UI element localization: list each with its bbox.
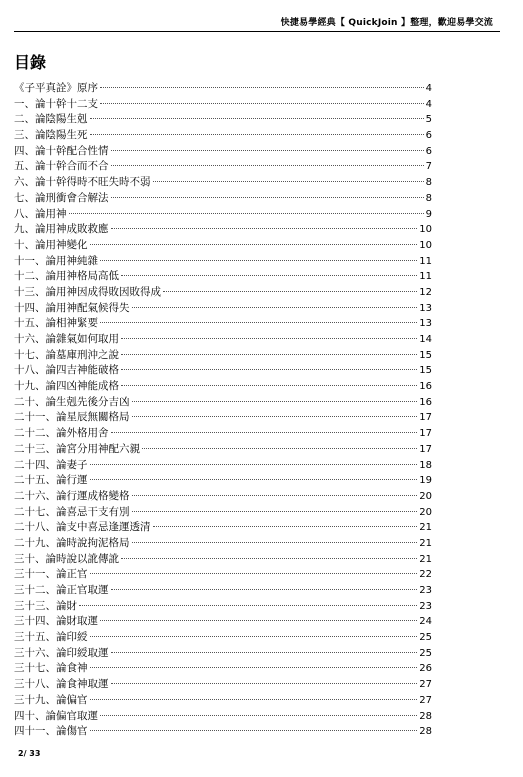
toc-entry-label: 十八、論四吉神能破格 <box>14 364 119 377</box>
toc-entry[interactable] <box>14 144 432 160</box>
toc-dot-leader <box>100 260 417 261</box>
toc-dot-leader <box>153 181 424 182</box>
toc-entry-page: 4 <box>425 98 432 110</box>
toc-entry-page: 17 <box>419 412 432 424</box>
toc-entry-label: 二十八、論支中喜忌逢運透清 <box>14 521 151 534</box>
toc-entry[interactable] <box>14 207 432 223</box>
toc-entry[interactable] <box>14 379 432 395</box>
toc-entry-label: 二、論陰陽生剋 <box>14 113 88 126</box>
toc-entry[interactable] <box>14 112 432 128</box>
toc-entry-label: 十五、論相神緊要 <box>14 317 98 330</box>
toc-entry[interactable] <box>14 520 432 536</box>
toc-entry[interactable] <box>14 473 432 489</box>
toc-dot-leader <box>100 103 424 104</box>
toc-dot-leader <box>100 620 417 621</box>
toc-entry-page: 20 <box>419 506 432 518</box>
toc-dot-leader <box>69 213 424 214</box>
toc-entry-label: 十六、論雜氣如何取用 <box>14 333 119 345</box>
toc-entry-page: 17 <box>419 428 432 440</box>
toc-entry-label: 三十四、論財取運 <box>14 615 98 628</box>
header-divider <box>14 31 500 32</box>
toc-entry[interactable] <box>14 536 432 552</box>
toc-entry-label: 七、論刑衝會合解法 <box>14 191 109 204</box>
toc-entry-page: 26 <box>419 663 432 675</box>
toc-entry[interactable] <box>14 301 432 317</box>
toc-entry-label: 三十、論時說以訛傳訛 <box>14 552 119 565</box>
toc-entry[interactable] <box>14 175 432 191</box>
toc-entry-page: 24 <box>419 616 432 628</box>
toc-entry-label: 一、論十幹十二支 <box>14 97 98 110</box>
toc-list <box>14 81 432 740</box>
toc-dot-leader <box>100 87 424 88</box>
toc-entry[interactable] <box>14 316 432 332</box>
toc-entry[interactable] <box>14 661 432 677</box>
toc-entry[interactable] <box>14 81 432 97</box>
toc-entry-label: 九、論用神成敗救應 <box>14 223 109 236</box>
toc-entry-page: 10 <box>419 224 432 236</box>
toc-entry[interactable] <box>14 646 432 662</box>
toc-dot-leader <box>90 134 424 135</box>
toc-dot-leader <box>111 150 424 151</box>
toc-dot-leader <box>111 197 424 198</box>
toc-entry-page: 8 <box>425 192 432 204</box>
toc-dot-leader <box>132 542 418 543</box>
toc-entry[interactable] <box>14 128 432 144</box>
toc-entry-label: 十九、論四凶神能成格 <box>14 380 119 393</box>
toc-entry[interactable] <box>14 97 432 113</box>
toc-entry-page: 7 <box>425 161 432 173</box>
toc-entry-label: 四十、論偏官取運 <box>14 709 98 722</box>
toc-entry[interactable] <box>14 630 432 646</box>
toc-entry[interactable] <box>14 159 432 175</box>
toc-entry-page: 13 <box>419 302 432 314</box>
toc-entry-page: 27 <box>419 694 432 706</box>
toc-dot-leader <box>111 432 418 433</box>
toc-entry[interactable] <box>14 709 432 725</box>
toc-entry-page: 11 <box>419 255 432 267</box>
toc-entry-page: 16 <box>419 381 432 393</box>
toc-entry[interactable] <box>14 458 432 474</box>
toc-entry-label: 三十七、論食神 <box>14 662 88 675</box>
toc-entry[interactable] <box>14 505 432 521</box>
toc-dot-leader <box>100 322 417 323</box>
toc-dot-leader <box>90 636 418 637</box>
toc-entry-label: 二十四、論妻子 <box>14 458 88 471</box>
toc-entry-label: 三十五、論印綬 <box>14 631 88 644</box>
toc-entry-label: 二十三、論宮分用神配六親 <box>14 442 140 455</box>
toc-entry-page: 12 <box>419 286 432 298</box>
toc-entry-label: 《子平真詮》原序 <box>14 82 98 94</box>
toc-entry-label: 三、論陰陽生死 <box>14 129 88 142</box>
toc-entry-label: 十二、論用神格局高低 <box>14 270 119 283</box>
toc-entry[interactable] <box>14 254 432 270</box>
toc-entry-label: 二十五、論行運 <box>14 474 88 487</box>
toc-entry-label: 二十九、論時說拘泥格局 <box>14 536 130 549</box>
toc-entry-label: 五、論十幹合而不合 <box>14 160 109 173</box>
toc-entry-label: 二十六、論行運成格變格 <box>14 489 130 502</box>
toc-entry-label: 三十六、論印綬取運 <box>14 646 109 659</box>
toc-dot-leader <box>132 401 418 402</box>
toc-entry-page: 15 <box>419 349 432 361</box>
toc-entry-page: 14 <box>419 334 432 345</box>
toc-dot-leader <box>90 667 418 668</box>
toc-entry-page: 19 <box>419 475 432 487</box>
toc-entry-page: 6 <box>425 130 432 142</box>
toc-entry[interactable] <box>14 238 432 254</box>
toc-entry-page: 15 <box>419 365 432 377</box>
toc-dot-leader <box>90 244 418 245</box>
page-number: 2/ 33 <box>18 749 41 758</box>
toc-entry-label: 四十一、論傷官 <box>14 725 88 738</box>
toc-entry[interactable] <box>14 285 432 301</box>
toc-entry-label: 十、論用神變化 <box>14 238 88 251</box>
toc-entry-page: 11 <box>419 271 432 283</box>
toc-dot-leader <box>132 511 418 512</box>
toc-dot-leader <box>153 526 418 527</box>
toc-dot-leader <box>121 558 417 559</box>
toc-entry-page: 20 <box>419 490 432 502</box>
toc-entry-page: 21 <box>419 522 432 534</box>
toc-dot-leader <box>121 385 417 386</box>
toc-entry-label: 十一、論用神純雜 <box>14 254 98 267</box>
toc-entry-label: 十三、論用神因成得敗因敗得成 <box>14 285 161 298</box>
toc-entry-label: 三十九、論偏官 <box>14 693 88 706</box>
toc-entry-page: 8 <box>425 177 432 189</box>
toc-dot-leader <box>132 307 418 308</box>
toc-entry[interactable] <box>14 724 432 740</box>
toc-entry[interactable] <box>14 693 432 709</box>
toc-dot-leader <box>121 354 417 355</box>
toc-entry[interactable] <box>14 489 432 505</box>
toc-dot-leader <box>121 338 417 339</box>
toc-entry[interactable] <box>14 677 432 693</box>
toc-dot-leader <box>111 589 418 590</box>
toc-entry-label: 二十一、論星辰無關格局 <box>14 411 130 424</box>
toc-dot-leader <box>132 495 418 496</box>
toc-entry-page: 22 <box>419 569 432 581</box>
toc-title: 目錄 <box>14 53 47 72</box>
toc-entry[interactable] <box>14 348 432 364</box>
toc-entry[interactable] <box>14 191 432 207</box>
toc-dot-leader <box>111 165 424 166</box>
toc-entry[interactable] <box>14 410 432 426</box>
toc-entry-page: 27 <box>419 679 432 691</box>
toc-entry[interactable] <box>14 222 432 238</box>
toc-entry-page: 25 <box>419 632 432 644</box>
toc-entry-label: 三十一、論正官 <box>14 568 88 581</box>
toc-entry-page: 28 <box>419 726 432 738</box>
toc-entry-label: 六、論十幹得時不旺失時不弱 <box>14 176 151 189</box>
toc-dot-leader <box>79 605 417 606</box>
toc-entry-label: 四、論十幹配合性情 <box>14 144 109 157</box>
toc-dot-leader <box>111 652 418 653</box>
toc-entry-label: 三十二、論正官取運 <box>14 584 109 596</box>
toc-dot-leader <box>90 730 418 731</box>
toc-entry-page: 21 <box>419 537 432 549</box>
toc-entry-page: 17 <box>419 443 432 455</box>
toc-entry-page: 18 <box>419 459 432 471</box>
toc-dot-leader <box>121 275 417 276</box>
toc-entry-label: 十七、論墓庫刑沖之說 <box>14 348 119 361</box>
toc-dot-leader <box>111 228 418 229</box>
toc-dot-leader <box>142 448 417 449</box>
toc-dot-leader <box>132 416 418 417</box>
toc-entry-page: 13 <box>419 318 432 330</box>
toc-entry[interactable] <box>14 426 432 442</box>
toc-entry-page: 5 <box>425 114 432 126</box>
toc-dot-leader <box>100 715 417 716</box>
toc-entry[interactable] <box>14 332 432 348</box>
toc-entry[interactable] <box>14 363 432 379</box>
toc-dot-leader <box>163 291 417 292</box>
toc-entry[interactable] <box>14 269 432 285</box>
toc-entry-page: 23 <box>419 585 432 596</box>
toc-entry-page: 6 <box>425 145 432 157</box>
toc-entry[interactable] <box>14 395 432 411</box>
toc-entry-page: 10 <box>419 239 432 251</box>
toc-entry[interactable] <box>14 552 432 568</box>
toc-dot-leader <box>90 479 418 480</box>
toc-dot-leader <box>90 464 418 465</box>
toc-entry-label: 八、論用神 <box>14 207 67 220</box>
toc-dot-leader <box>90 118 424 119</box>
toc-entry[interactable] <box>14 583 432 599</box>
toc-entry-label: 十四、論用神配氣候得失 <box>14 301 130 314</box>
toc-dot-leader <box>90 699 418 700</box>
toc-entry[interactable] <box>14 614 432 630</box>
toc-entry-page: 23 <box>419 600 432 612</box>
toc-entry-page: 25 <box>419 647 432 659</box>
toc-entry-label: 二十、論生剋先後分吉凶 <box>14 395 130 408</box>
toc-entry-page: 9 <box>425 208 432 220</box>
toc-entry-label: 二十七、論喜忌干支有別 <box>14 505 130 518</box>
toc-dot-leader <box>90 573 418 574</box>
toc-entry-label: 三十三、論財 <box>14 599 77 612</box>
toc-entry-page: 4 <box>425 83 432 94</box>
page-header: 快捷易學經典【 QuickJoin 】整理，歡迎易學交流 <box>280 18 493 28</box>
toc-entry[interactable] <box>14 599 432 615</box>
toc-entry-label: 二十二、論外格用舍 <box>14 427 109 440</box>
toc-dot-leader <box>121 369 417 370</box>
toc-entry[interactable] <box>14 442 432 458</box>
toc-dot-leader <box>111 683 418 684</box>
toc-entry-label: 三十八、論食神取運 <box>14 678 109 691</box>
toc-entry-page: 21 <box>419 553 432 565</box>
toc-entry-page: 28 <box>419 710 432 722</box>
toc-entry-page: 16 <box>419 396 432 408</box>
toc-entry[interactable] <box>14 567 432 583</box>
